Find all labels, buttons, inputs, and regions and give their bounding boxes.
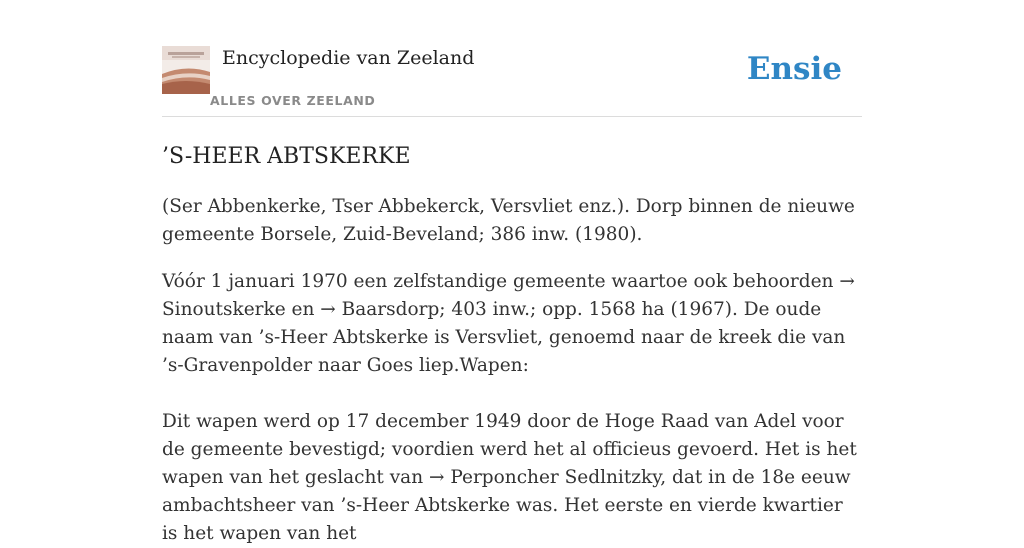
site-header: [162, 0, 862, 117]
site-avatar[interactable]: [162, 46, 210, 94]
site-subtitle: ALLES OVER ZEELAND: [210, 93, 376, 108]
article-paragraph: Vóór 1 januari 1970 een zelfstandige gemeente waartoe ook behoorden → Sinoutskerke en → Baarsdorp; 403 inw.; opp. 1568 ha (1967). De oude naam van ’s-Heer Abtskerke is Versvliet, genoemd naar de kreek die van ’s-Gravenpolder naar Goes liep.Wapen:: [162, 271, 855, 376]
avatar-image: [162, 46, 210, 94]
article-paragraph: (Ser Abbenkerke, Tser Abbekerck, Versvliet enz.). Dorp binnen de nieuwe gemeente Borsele, Zuid-Beveland; 386 inw. (1980).: [162, 196, 855, 245]
site-title[interactable]: Encyclopedie van Zeeland: [222, 47, 475, 69]
article-paragraph: Dit wapen werd op 17 december 1949 door de Hoge Raad van Adel voor de gemeente bevestigd; voordien werd het al officieus gevoerd. Het is het wapen van het geslacht van → Perponcher Sedlnitzky, dat in de 18e eeuw ambachtsheer van ’s-Heer Abtskerke was. Het eerste en vierde kwartier is het wapen van het: [162, 411, 857, 544]
page: [162, 0, 862, 548]
brand-logo[interactable]: Ensie: [746, 51, 842, 87]
article-title: ’S-HEER ABTSKERKE: [162, 144, 411, 169]
